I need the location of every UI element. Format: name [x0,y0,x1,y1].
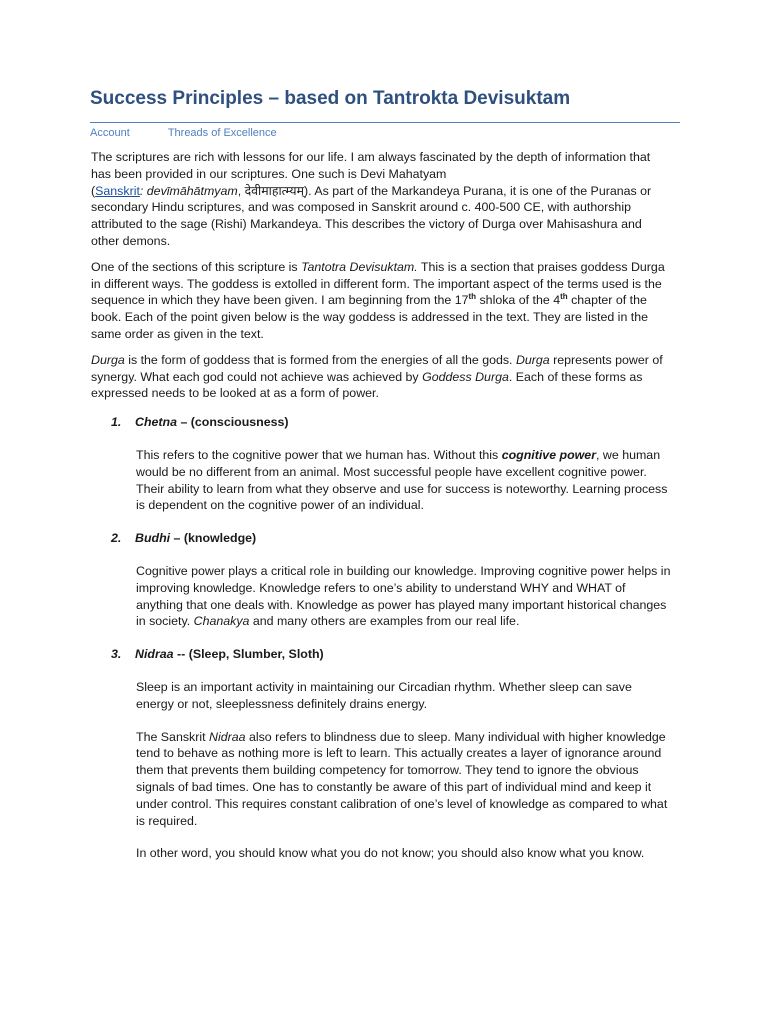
sanskrit-link[interactable]: Sanskrit [95,183,140,198]
intro-paragraph: The scriptures are rich with lessons for our life. I am always fascinated by the depth of information that has been provided in our scriptures. One such is Devi Mahatyam (Sanskrit: devīmāhātmyam, देवीमाहात्म्यम्). As part of the Markandeya Purana, it is one of the Puranas or secondary Hindu scriptures, and was composed in Sanskrit around c. 400-500 CE, with authorship attributed to the sage (Rishi) Markandeya. This describes the victory of Durga over Mahisashura and other demons. [91,150,652,248]
list-item-title: Budhi – (knowledge) [135,531,257,546]
section-paragraph: One of the sections of this scripture is Tantotra Devisuktam. This is a section that praises goddess Durga in different ways. The goddess is extolled in different form. The important aspect of the terms used is the sequence in which they have been given. I am beginning from the 17th shloka of the 4th chapter of the book. Each of the point given below is the way goddess is addressed in the text. They are listed in the same order as given in the text. [91,259,665,341]
list-item-number: 1. [111,415,122,430]
list-item-number: 3. [111,647,122,662]
list-item-budhi: 2. Budhi – (knowledge) Cognitive power plays a critical role in building our knowledge. Improving cognitive power helps in improving knowledge. Knowledge refers to one’s ability to understand WHY and WHAT of anything that one deals with. Knowledge as power has played many important historical changes in society. Chanakya and many others are examples from our real life. [111,531,671,629]
durga-paragraph: Durga is the form of goddess that is formed from the energies of all the gods. Durga represents power of synergy. What each god could not achieve was achieved by Goddess Durga. Each of these forms as expressed needs to be looked at as a form of power. [91,352,663,401]
list-item-title: Nidraa -- (Sleep, Slumber, Sloth) [135,647,324,662]
list-item-chetna: 1. Chetna – (consciousness) This refers to the cognitive power that we human has. Without this cognitive power, we human would be no different from an animal. Most successful people have excellent cognitive power. Their ability to learn from what they observe and use for success is noteworthy. Learning process is dependent on the cognitive power of an individual. [111,415,668,513]
document-meta [90,122,680,139]
list-item-number: 2. [111,531,122,546]
meta-category: Threads of Excellence [167,127,277,139]
meta-author: Account [90,127,130,139]
page-title: Success Principles – based on Tantrokta Devisuktam [90,88,571,109]
list-item-title: Chetna – (consciousness) [135,415,289,430]
document-body [91,149,673,878]
list-item-nidraa: 3. Nidraa -- (Sleep, Slumber, Sloth) Sleep is an important activity in maintaining our Circadian rhythm. Whether sleep can save energy or not, sleeplessness definitely drains energy. The Sanskrit Nidraa also refers to blindness due to sleep. Many individual with higher knowledge tend to behave as nothing more is left to learn. This actually creates a layer of ignorance around them that prevents them building competency for tomorrow. They tend to ignore the obvious signals of bad times. One has to constantly be aware of this part of individual mind and keep it under control. This requires constant calibration of one’s level of knowledge as compared to what is required. In other word, you should know what you do not know; you should also know what you know. [111,647,668,861]
